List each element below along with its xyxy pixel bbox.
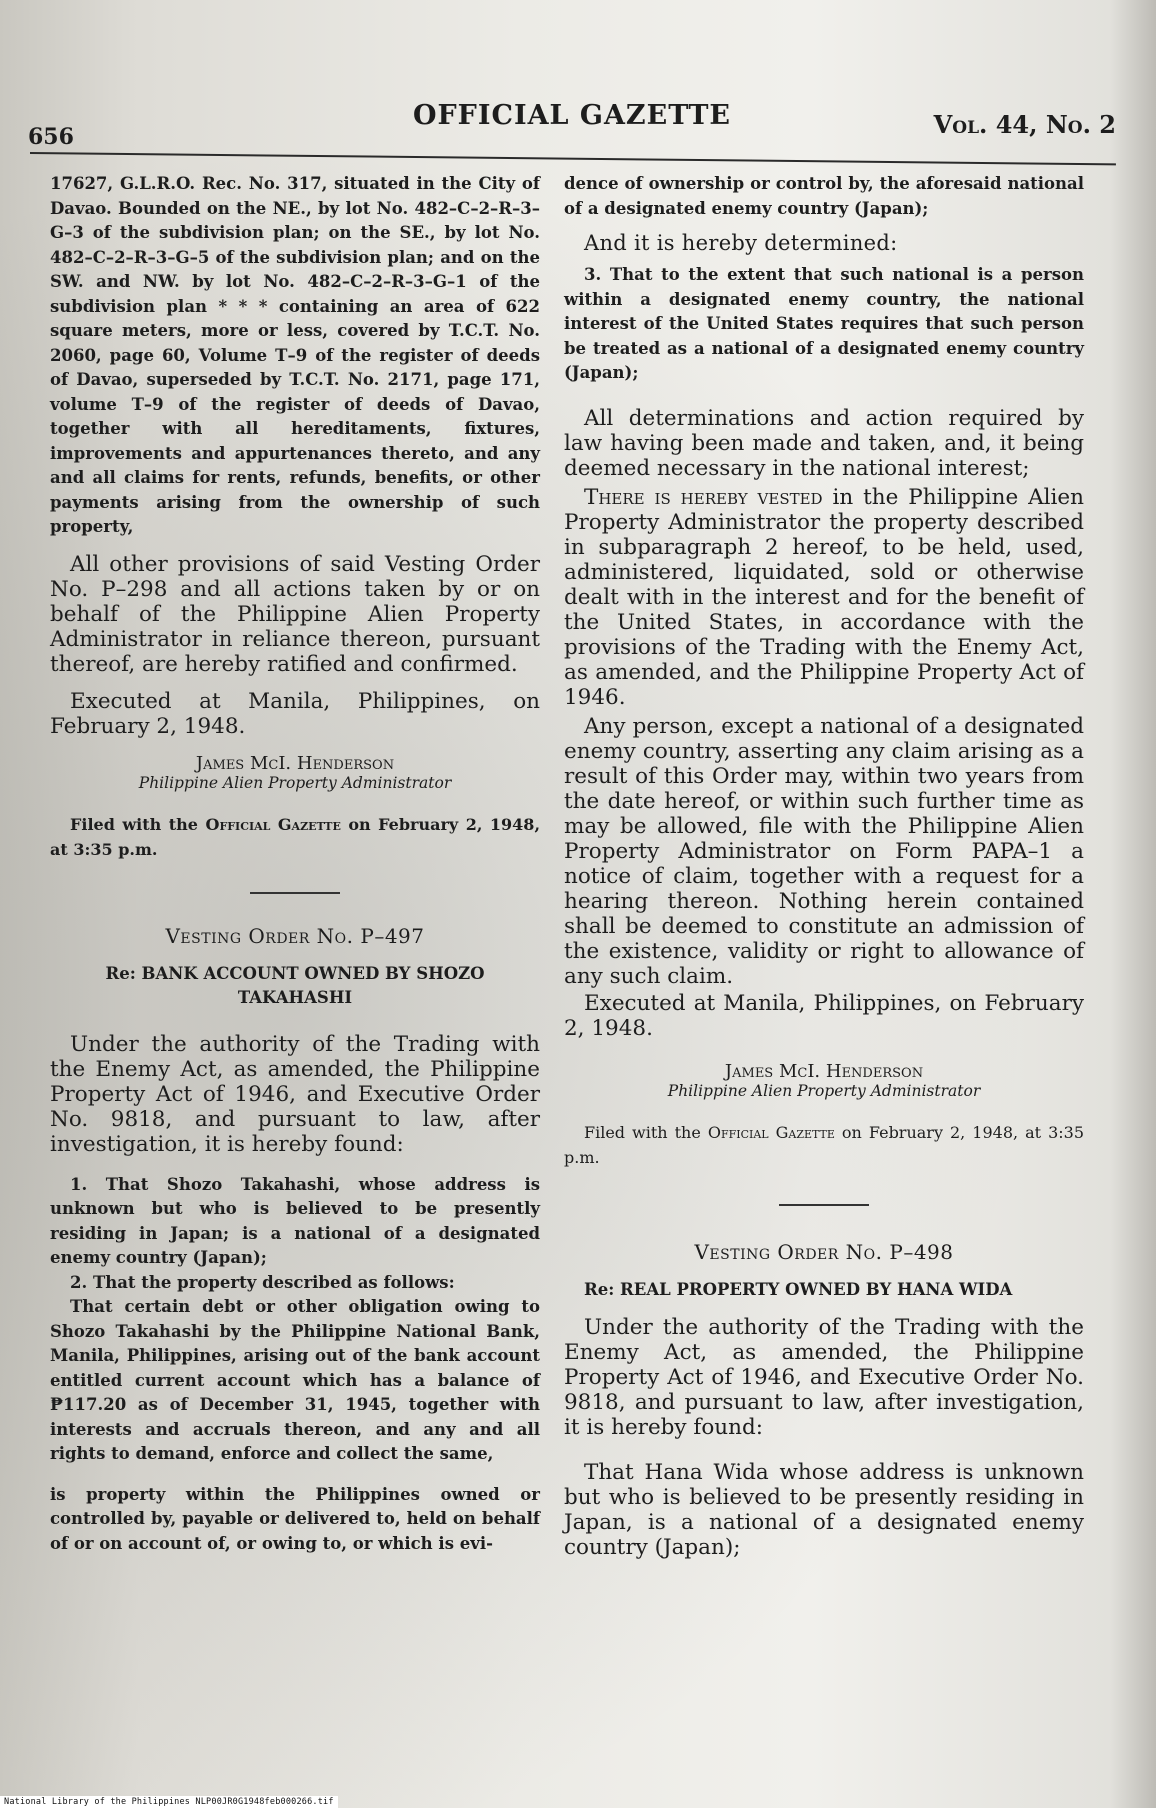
authority-paragraph-right: Under the authority of the Trading with the Enemy Act, as amended, the Philippine Property Act of 1946, and Executive Order No. 9818, and pursuant to law, after investigation, it is hereby found: [564, 1314, 1084, 1440]
claim-paragraph: Any person, except a national of a designated enemy country, asserting any claim arising as a result of this Order may, within two years from the date hereof, or within such further time as may be allowed, file with the Philippine Alien Property Administrator on Form PAPA–1 a notice of claim, together with a request for a hearing thereon. Nothing herein contained shall be deemed to constitute an admission of the existence, validity or right to allowance of any such claim. [564, 713, 1084, 989]
determined-heading: And it is hereby determined: [584, 231, 898, 255]
order-subject: Re: BANK ACCOUNT OWNED BY SHOZO TAKAHASHI [105, 963, 485, 1007]
filed-suffix-right: on February 2, 1948, at 3:35 p.m. [564, 1122, 1085, 1167]
order-subject-right: Re: REAL PROPERTY OWNED BY HANA WIDA [584, 1279, 1013, 1299]
signature-title: Philippine Alien Property Administrator [138, 773, 452, 792]
page-number: 656 [28, 124, 74, 150]
order-title: Vesting Order No. P–497 [165, 923, 425, 948]
finding-2-lead: 2. That the property described as follows: [70, 1272, 455, 1292]
filed-prefix: Filed with the [70, 814, 198, 834]
publication-title: OFFICIAL GAZETTE [412, 100, 732, 131]
filed-note-right [564, 1120, 1084, 1170]
signature-name: James McI. Henderson [195, 752, 395, 774]
vested-body: in the Philippine Alien Property Administrator the property described in subparagraph 2 hereof, to be held, used, administered, liquidated, sold or otherwise dealt with in the interest and for the benefit of the United States, in accordance with the provisions of the Trading with the Enemy Act, as amended, and the Philippine Property Act of 1946. [564, 484, 1084, 710]
filed-prefix-right: Filed with the [584, 1122, 701, 1142]
signature-name-right: James McI. Henderson [724, 1060, 924, 1082]
continuation-paragraph: 17627, G.L.R.O. Rec. No. 317, situated in the City of Davao. Bounded on the NE., by lot No. 482–C–2–R–3–G–3 of the subdivision plan; on the SE., by lot No. 482–C–2–R–3–G–5 of the subdivision plan; and on the SW. and NW. by lot No. 482–C–2–R–3–G–1 of the subdivision plan * * * containing an area of 622 square meters, more or less, covered by T.C.T. No. 2060, page 60, Volume T–9 of the register of deeds of Davao, superseded by T.C.T. No. 2171, page 171, volume T–9 of the register of deeds of Davao, together with all hereditaments, fixtures, improvements and appurtenances thereto, and any and all claims for rents, refunds, benefits, or other payments arising from the ownership of such property, [50, 174, 540, 536]
section-divider [250, 892, 340, 894]
executed-line-right: Executed at Manila, Philippines, on February 2, 1948. [564, 990, 1084, 1041]
vested-lead: There is hereby vested [584, 484, 823, 510]
order-title-right: Vesting Order No. P–498 [694, 1239, 954, 1264]
wida-paragraph: That Hana Wida whose address is unknown but who is believed to be presently residing in Japan, is a national of a designated enemy country (Japan); [564, 1459, 1084, 1560]
finding-3: 3. That to the extent that such national is a person within a designated enemy country, the national interest of the United States requires that such person be treated as a national of a designated enemy country (Japan); [564, 265, 1084, 382]
volume-label: Vol. 44, No. 2 [933, 110, 1116, 139]
filed-suffix: on February 2, 1948, at 3:35 p.m. [50, 814, 541, 859]
scan-footer: National Library of the Philippines NLP00JR0G1948feb000266.tif [0, 1796, 338, 1808]
filed-gazette-right: Official Gazette [707, 1122, 835, 1142]
ratify-paragraph: All other provisions of said Vesting Order No. P–298 and all actions taken by or on behalf of the Philippine Alien Property Administrator in reliance thereon, pursuant thereof, are hereby ratified and confirmed. [50, 551, 540, 677]
vested-paragraph [564, 485, 1084, 710]
right-column [564, 172, 1084, 1560]
authority-paragraph: Under the authority of the Trading with the Enemy Act, as amended, the Philippine Property Act of 1946, and Executive Order No. 9818, and pursuant to law, after investigation, it is hereby found: [50, 1031, 540, 1157]
executed-line: Executed at Manila, Philippines, on February 2, 1948. [50, 688, 540, 739]
property-paragraph: is property within the Philippines owned or controlled by, payable or delivered to, held on behalf of or on account of, or owing to, or which is evi- [50, 1484, 540, 1553]
evidence-paragraph: dence of ownership or control by, the aforesaid national of a designated enemy country (Japan); [564, 174, 1084, 218]
determinations-paragraph: All determinations and action required by law having been made and taken, and, it being deemed necessary in the national interest; [564, 405, 1084, 481]
finding-1: 1. That Shozo Takahashi, whose address is unknown but who is believed to be presently residing in Japan; is a national of a designated enemy country (Japan); [50, 1174, 540, 1267]
page-header [28, 96, 1116, 156]
finding-2-body: That certain debt or other obligation owing to Shozo Takahashi by the Philippine National Bank, Manila, Philippines, arising out of the bank account entitled current account which has a balance of ₱117.20 as of December 31, 1945, together with interests and accruals thereon, and any and all rights to demand, enforce and collect the same, [50, 1297, 540, 1463]
section-divider-right [779, 1204, 869, 1206]
filed-gazette: Official Gazette [205, 814, 341, 834]
signature-title-right: Philippine Alien Property Administrator [667, 1081, 981, 1100]
filed-note [50, 812, 540, 862]
left-column [50, 172, 540, 1556]
